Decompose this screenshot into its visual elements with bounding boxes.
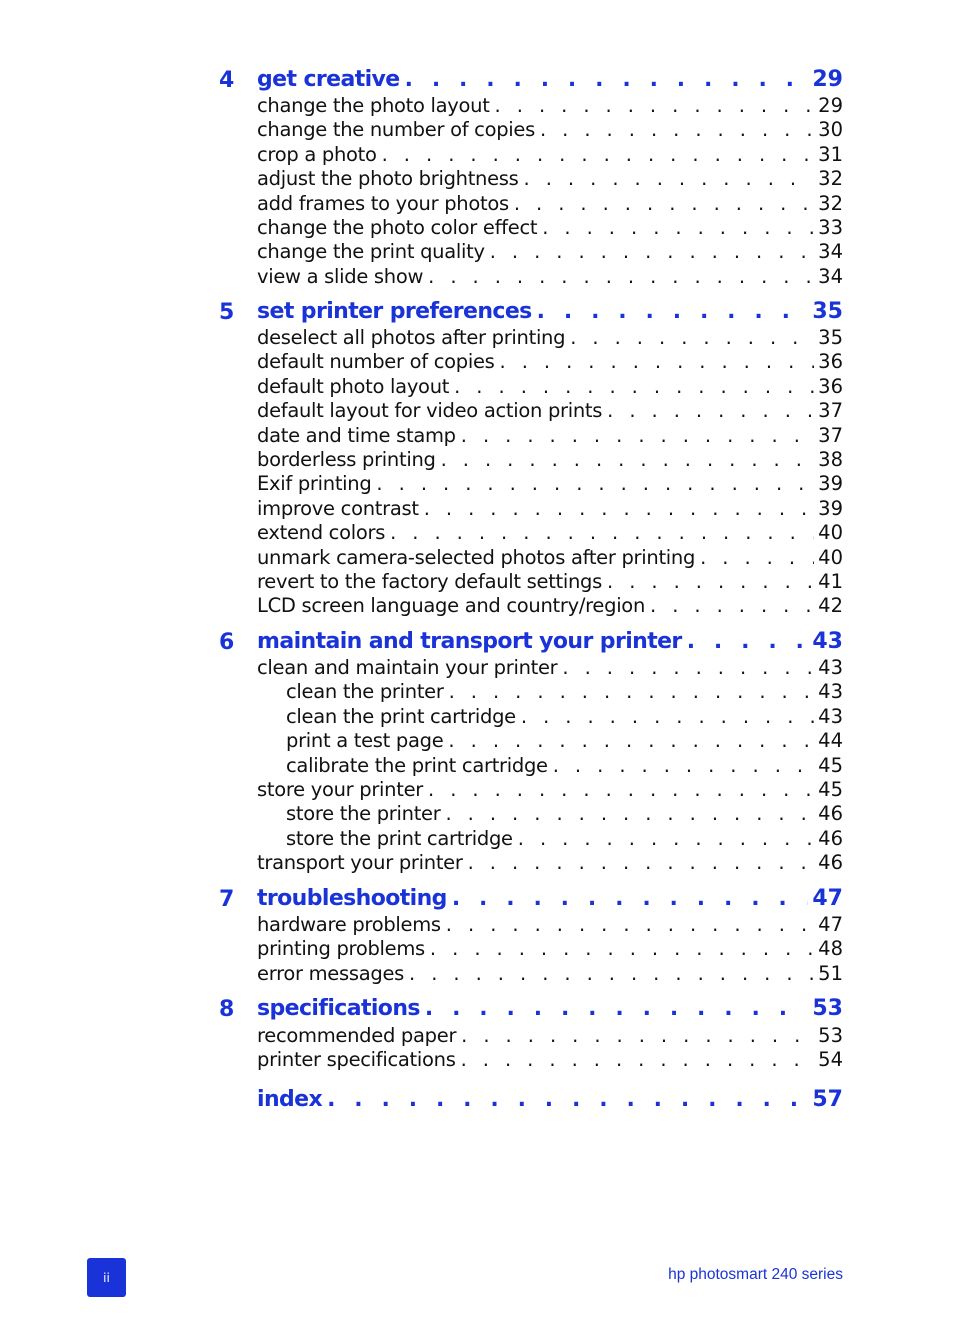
dot-leader	[602, 398, 814, 424]
dot-leader	[495, 349, 815, 375]
entry-title: default layout for video action prints	[257, 399, 603, 422]
chapter-heading[interactable]	[257, 996, 843, 1022]
toc-entry[interactable]	[257, 545, 843, 571]
dot-leader	[423, 777, 814, 803]
page-ref: 43	[818, 705, 843, 728]
toc-entry[interactable]	[257, 423, 843, 449]
toc-entry[interactable]	[257, 191, 843, 217]
page-ref: 48	[818, 937, 843, 960]
page-ref: 32	[818, 192, 843, 215]
dot-leader	[420, 996, 809, 1022]
chapter-number: 7	[219, 887, 235, 912]
dot-leader	[441, 912, 814, 938]
entry-title: crop a photo	[257, 143, 377, 166]
toc-entry[interactable]	[257, 166, 843, 192]
dot-leader	[490, 93, 815, 119]
entry-title: transport your printer	[257, 851, 463, 874]
entry-title: hardware problems	[257, 913, 441, 936]
entry-title: clean and maintain your printer	[257, 656, 558, 679]
toc-entry[interactable]	[257, 471, 843, 497]
dot-leader	[436, 447, 815, 473]
chapter-number: 8	[219, 997, 235, 1022]
page-ref: 45	[818, 778, 843, 801]
entry-title: maintain and transport your printer	[257, 629, 682, 654]
toc-entry[interactable]	[257, 325, 843, 351]
entry-title: troubleshooting	[257, 886, 447, 911]
chapter-number: 4	[219, 68, 235, 93]
dot-leader	[532, 299, 809, 325]
dot-leader	[377, 142, 815, 168]
page-ref: 40	[818, 521, 843, 544]
dot-leader	[682, 629, 809, 655]
entry-title: unmark camera-selected photos after printing	[257, 546, 696, 569]
entry-title: store your printer	[257, 778, 423, 801]
entry-title: get creative	[257, 67, 400, 92]
page-ref: 35	[812, 299, 843, 324]
dot-leader	[419, 496, 814, 522]
entry-title: printer specifications	[257, 1048, 456, 1071]
toc-entry[interactable]	[257, 496, 843, 522]
toc-entry[interactable]	[257, 912, 843, 938]
entry-title: LCD screen language and country/region	[257, 594, 645, 617]
toc-entry[interactable]	[257, 520, 843, 546]
dot-leader	[449, 374, 814, 400]
entry-title: calibrate the print cartridge	[286, 754, 548, 777]
dot-leader	[385, 520, 814, 546]
toc-entry[interactable]	[257, 215, 843, 241]
dot-leader	[443, 728, 814, 754]
toc-entry[interactable]	[257, 850, 843, 876]
dot-leader	[513, 826, 814, 852]
page-ref: 37	[818, 399, 843, 422]
entry-title: store the printer	[286, 802, 441, 825]
page-ref: 36	[818, 350, 843, 373]
dot-leader	[516, 704, 814, 730]
page-ref: 46	[818, 851, 843, 874]
toc-entry[interactable]	[257, 374, 843, 400]
entry-title: add frames to your photos	[257, 192, 509, 215]
page-ref: 36	[818, 375, 843, 398]
page-ref: 35	[818, 326, 843, 349]
page-ref: 34	[818, 265, 843, 288]
toc-entry[interactable]	[257, 569, 843, 595]
page-ref: 34	[818, 240, 843, 263]
dot-leader	[565, 325, 814, 351]
chapter-heading[interactable]	[257, 886, 843, 912]
page-ref: 54	[818, 1048, 843, 1071]
page-ref: 30	[818, 118, 843, 141]
page-ref: 40	[818, 546, 843, 569]
toc-subentry[interactable]	[286, 826, 843, 852]
page-number: ii	[103, 1270, 110, 1285]
dot-leader	[535, 117, 814, 143]
page-ref: 39	[818, 497, 843, 520]
dot-leader	[557, 655, 814, 681]
entry-title: adjust the photo brightness	[257, 167, 519, 190]
entry-title: deselect all photos after printing	[257, 326, 566, 349]
toc-entry[interactable]	[257, 447, 843, 473]
page-ref: 46	[818, 802, 843, 825]
dot-leader	[440, 801, 814, 827]
entry-title: clean the printer	[286, 680, 444, 703]
dot-leader	[602, 569, 814, 595]
page-ref: 31	[818, 143, 843, 166]
entry-title: store the print cartridge	[286, 827, 513, 850]
dot-leader	[456, 1047, 815, 1073]
toc-entry[interactable]	[257, 593, 843, 619]
entry-title: default number of copies	[257, 350, 495, 373]
entry-title: recommended paper	[257, 1024, 457, 1047]
dot-leader	[322, 1087, 808, 1113]
page-ref: 29	[818, 94, 843, 117]
entry-title: change the photo color effect	[257, 216, 538, 239]
page-ref: 41	[818, 570, 843, 593]
entry-title: set printer preferences	[257, 299, 532, 324]
page-ref: 57	[812, 1087, 843, 1112]
dot-leader	[485, 239, 814, 265]
dot-leader	[400, 67, 809, 93]
toc-subentry[interactable]	[286, 704, 843, 730]
chapter-heading[interactable]	[257, 299, 843, 325]
toc-entry[interactable]	[257, 1023, 843, 1049]
page-ref: 43	[818, 656, 843, 679]
page-ref: 29	[812, 67, 843, 92]
dot-leader	[509, 191, 814, 217]
page-ref: 32	[818, 167, 843, 190]
chapter-heading[interactable]	[257, 1087, 843, 1113]
entry-title: view a slide show	[257, 265, 424, 288]
dot-leader	[447, 886, 809, 912]
entry-title: change the photo layout	[257, 94, 490, 117]
page-ref: 53	[818, 1024, 843, 1047]
page-ref: 47	[818, 913, 843, 936]
entry-title: borderless printing	[257, 448, 436, 471]
page-ref: 51	[818, 962, 843, 985]
toc-entry[interactable]	[257, 264, 843, 290]
chapter-number: 6	[219, 630, 235, 655]
page-ref: 45	[818, 754, 843, 777]
page-ref: 47	[812, 886, 843, 911]
toc-entry[interactable]	[257, 398, 843, 424]
toc-subentry[interactable]	[286, 679, 843, 705]
dot-leader	[444, 679, 815, 705]
page-ref: 43	[818, 680, 843, 703]
dot-leader	[548, 753, 814, 779]
page-ref: 43	[812, 629, 843, 654]
entry-title: print a test page	[286, 729, 444, 752]
chapter-number: 5	[219, 300, 235, 325]
dot-leader	[537, 215, 814, 241]
toc-entry[interactable]	[257, 655, 843, 681]
dot-leader	[456, 1023, 814, 1049]
dot-leader	[645, 593, 814, 619]
entry-title: printing problems	[257, 937, 425, 960]
page-ref: 46	[818, 827, 843, 850]
toc-subentry[interactable]	[286, 728, 843, 754]
page-number-badge	[87, 1258, 126, 1297]
entry-title: date and time stamp	[257, 424, 456, 447]
dot-leader	[404, 961, 814, 987]
entry-title: clean the print cartridge	[286, 705, 516, 728]
entry-title: error messages	[257, 962, 405, 985]
footer-book-title: hp photosmart 240 series	[668, 1266, 843, 1283]
toc-entry[interactable]	[257, 93, 843, 119]
toc-entry[interactable]	[257, 349, 843, 375]
toc-entry[interactable]	[257, 936, 843, 962]
entry-title: improve contrast	[257, 497, 419, 520]
toc-entry[interactable]	[257, 117, 843, 143]
entry-title: default photo layout	[257, 375, 450, 398]
page-ref: 42	[818, 594, 843, 617]
dot-leader	[425, 936, 814, 962]
dot-leader	[695, 545, 814, 571]
entry-title: Exif printing	[257, 472, 372, 495]
page-ref: 44	[818, 729, 843, 752]
page-ref: 33	[818, 216, 843, 239]
entry-title: change the number of copies	[257, 118, 535, 141]
entry-title: index	[257, 1087, 323, 1112]
entry-title: change the print quality	[257, 240, 485, 263]
entry-title: specifications	[257, 996, 420, 1021]
dot-leader	[371, 471, 814, 497]
page-ref: 37	[818, 424, 843, 447]
dot-leader	[456, 423, 814, 449]
dot-leader	[423, 264, 814, 290]
toc-entry[interactable]	[257, 239, 843, 265]
page-ref: 39	[818, 472, 843, 495]
page-ref: 38	[818, 448, 843, 471]
toc-subentry[interactable]	[286, 801, 843, 827]
entry-title: extend colors	[257, 521, 386, 544]
toc-entry[interactable]	[257, 142, 843, 168]
toc-entry[interactable]	[257, 777, 843, 803]
dot-leader	[519, 166, 815, 192]
toc-entry[interactable]	[257, 961, 843, 987]
page-ref: 53	[812, 996, 843, 1021]
chapter-heading[interactable]	[257, 67, 843, 93]
dot-leader	[463, 850, 815, 876]
chapter-heading[interactable]	[257, 629, 843, 655]
entry-title: revert to the factory default settings	[257, 570, 602, 593]
toc-subentry[interactable]	[286, 753, 843, 779]
toc-entry[interactable]	[257, 1047, 843, 1073]
